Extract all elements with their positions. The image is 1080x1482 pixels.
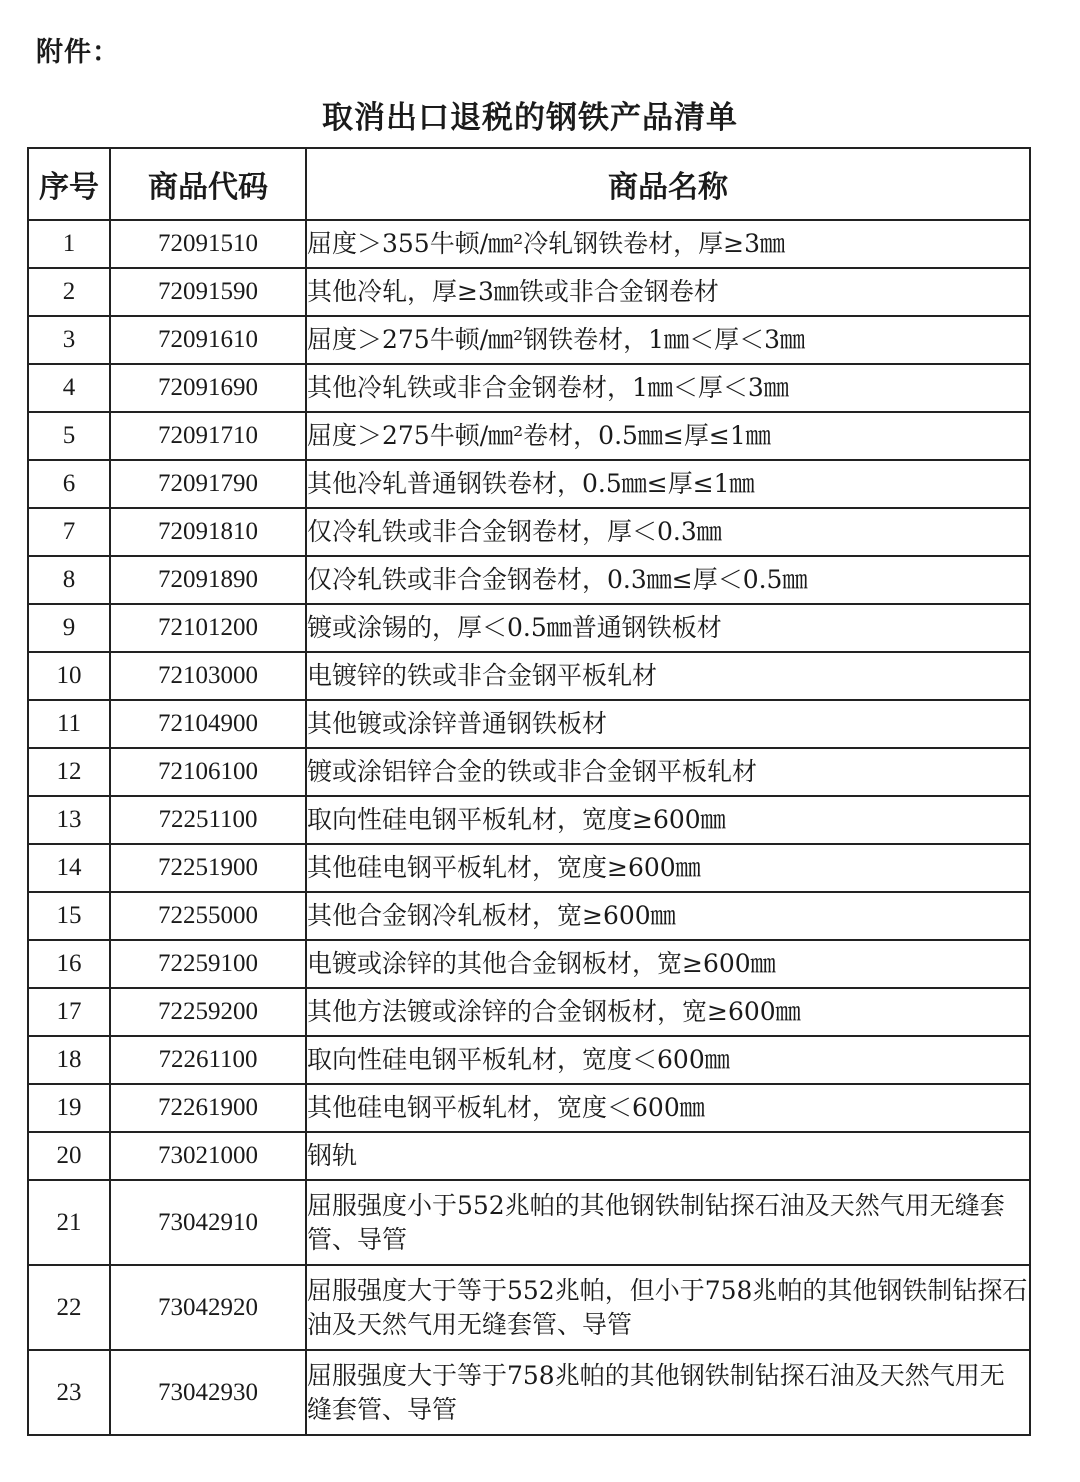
row-code: 72091890 [110,556,306,604]
table-row [28,412,1030,460]
table-row [28,220,1030,268]
row-name: 其他合金钢冷轧板材，宽≥600㎜ [306,892,1030,940]
row-seq: 17 [28,988,110,1036]
row-name: 电镀锌的铁或非合金钢平板轧材 [306,652,1030,700]
row-seq: 11 [28,700,110,748]
table-header-row [28,148,1030,220]
row-seq: 9 [28,604,110,652]
header-code: 商品代码 [110,148,306,220]
row-seq: 16 [28,940,110,988]
row-name: 电镀或涂锌的其他合金钢板材，宽≥600㎜ [306,940,1030,988]
document-title: 取消出口退税的钢铁产品清单 [322,100,738,136]
product-list-table [27,147,1031,1436]
row-name: 取向性硅电钢平板轧材，宽度≥600㎜ [306,796,1030,844]
row-name: 屈度＞275牛顿/㎜²钢铁卷材，1㎜＜厚＜3㎜ [306,316,1030,364]
row-seq: 12 [28,748,110,796]
row-code: 73042910 [110,1180,306,1265]
row-seq: 10 [28,652,110,700]
row-name: 屈服强度大于等于552兆帕，但小于758兆帕的其他钢铁制钻探石油及天然气用无缝套管、导管 [306,1265,1030,1350]
row-code: 72091690 [110,364,306,412]
row-code: 72091710 [110,412,306,460]
table-row [28,556,1030,604]
table-row [28,652,1030,700]
row-seq: 18 [28,1036,110,1084]
row-code: 72101200 [110,604,306,652]
row-name: 仅冷轧铁或非合金钢卷材，0.3㎜≤厚＜0.5㎜ [306,556,1030,604]
table-row [28,364,1030,412]
table-row [28,508,1030,556]
table-row [28,604,1030,652]
row-code: 72255000 [110,892,306,940]
row-code: 72091810 [110,508,306,556]
attachment-label: 附件： [36,37,120,68]
header-name: 商品名称 [306,148,1030,220]
table-row [28,1084,1030,1132]
row-seq: 15 [28,892,110,940]
row-name: 屈度＞275牛顿/㎜²卷材，0.5㎜≤厚≤1㎜ [306,412,1030,460]
row-code: 72261100 [110,1036,306,1084]
table-row [28,796,1030,844]
row-seq: 5 [28,412,110,460]
row-seq: 1 [28,220,110,268]
row-code: 72251900 [110,844,306,892]
row-seq: 6 [28,460,110,508]
row-code: 72104900 [110,700,306,748]
row-name: 其他镀或涂锌普通钢铁板材 [306,700,1030,748]
row-code: 72259100 [110,940,306,988]
row-code: 72251100 [110,796,306,844]
table-row [28,1036,1030,1084]
row-name: 仅冷轧铁或非合金钢卷材，厚＜0.3㎜ [306,508,1030,556]
row-seq: 22 [28,1265,110,1350]
row-name: 镀或涂锡的，厚＜0.5㎜普通钢铁板材 [306,604,1030,652]
header-seq: 序号 [28,148,110,220]
row-seq: 14 [28,844,110,892]
table-row [28,748,1030,796]
row-seq: 21 [28,1180,110,1265]
row-name: 其他冷轧普通钢铁卷材，0.5㎜≤厚≤1㎜ [306,460,1030,508]
table-row [28,892,1030,940]
row-code: 72091790 [110,460,306,508]
table-row [28,1265,1030,1350]
row-seq: 13 [28,796,110,844]
row-seq: 23 [28,1350,110,1435]
table-row [28,316,1030,364]
row-code: 72106100 [110,748,306,796]
row-name: 其他方法镀或涂锌的合金钢板材，宽≥600㎜ [306,988,1030,1036]
table-row [28,1132,1030,1180]
row-code: 72259200 [110,988,306,1036]
table-row [28,700,1030,748]
row-name: 屈服强度大于等于758兆帕的其他钢铁制钻探石油及天然气用无缝套管、导管 [306,1350,1030,1435]
row-code: 72091590 [110,268,306,316]
row-name: 其他硅电钢平板轧材，宽度≥600㎜ [306,844,1030,892]
row-seq: 3 [28,316,110,364]
row-name: 屈服强度小于552兆帕的其他钢铁制钻探石油及天然气用无缝套管、导管 [306,1180,1030,1265]
row-code: 73021000 [110,1132,306,1180]
row-seq: 7 [28,508,110,556]
table-row [28,1180,1030,1265]
row-code: 72091510 [110,220,306,268]
table-row [28,988,1030,1036]
row-name: 取向性硅电钢平板轧材，宽度＜600㎜ [306,1036,1030,1084]
row-code: 72103000 [110,652,306,700]
table-row [28,1350,1030,1435]
table-row [28,844,1030,892]
table-row [28,940,1030,988]
row-seq: 19 [28,1084,110,1132]
row-code: 72091610 [110,316,306,364]
row-name: 其他冷轧铁或非合金钢卷材，1㎜＜厚＜3㎜ [306,364,1030,412]
row-name: 钢轨 [306,1132,1030,1180]
row-seq: 2 [28,268,110,316]
table-row [28,460,1030,508]
row-seq: 8 [28,556,110,604]
row-name: 其他硅电钢平板轧材，宽度＜600㎜ [306,1084,1030,1132]
row-seq: 20 [28,1132,110,1180]
row-name: 其他冷轧，厚≥3㎜铁或非合金钢卷材 [306,268,1030,316]
row-code: 73042920 [110,1265,306,1350]
row-name: 镀或涂铝锌合金的铁或非合金钢平板轧材 [306,748,1030,796]
row-seq: 4 [28,364,110,412]
row-code: 72261900 [110,1084,306,1132]
table-row [28,268,1030,316]
row-name: 屈度＞355牛顿/㎜²冷轧钢铁卷材，厚≥3㎜ [306,220,1030,268]
row-code: 73042930 [110,1350,306,1435]
